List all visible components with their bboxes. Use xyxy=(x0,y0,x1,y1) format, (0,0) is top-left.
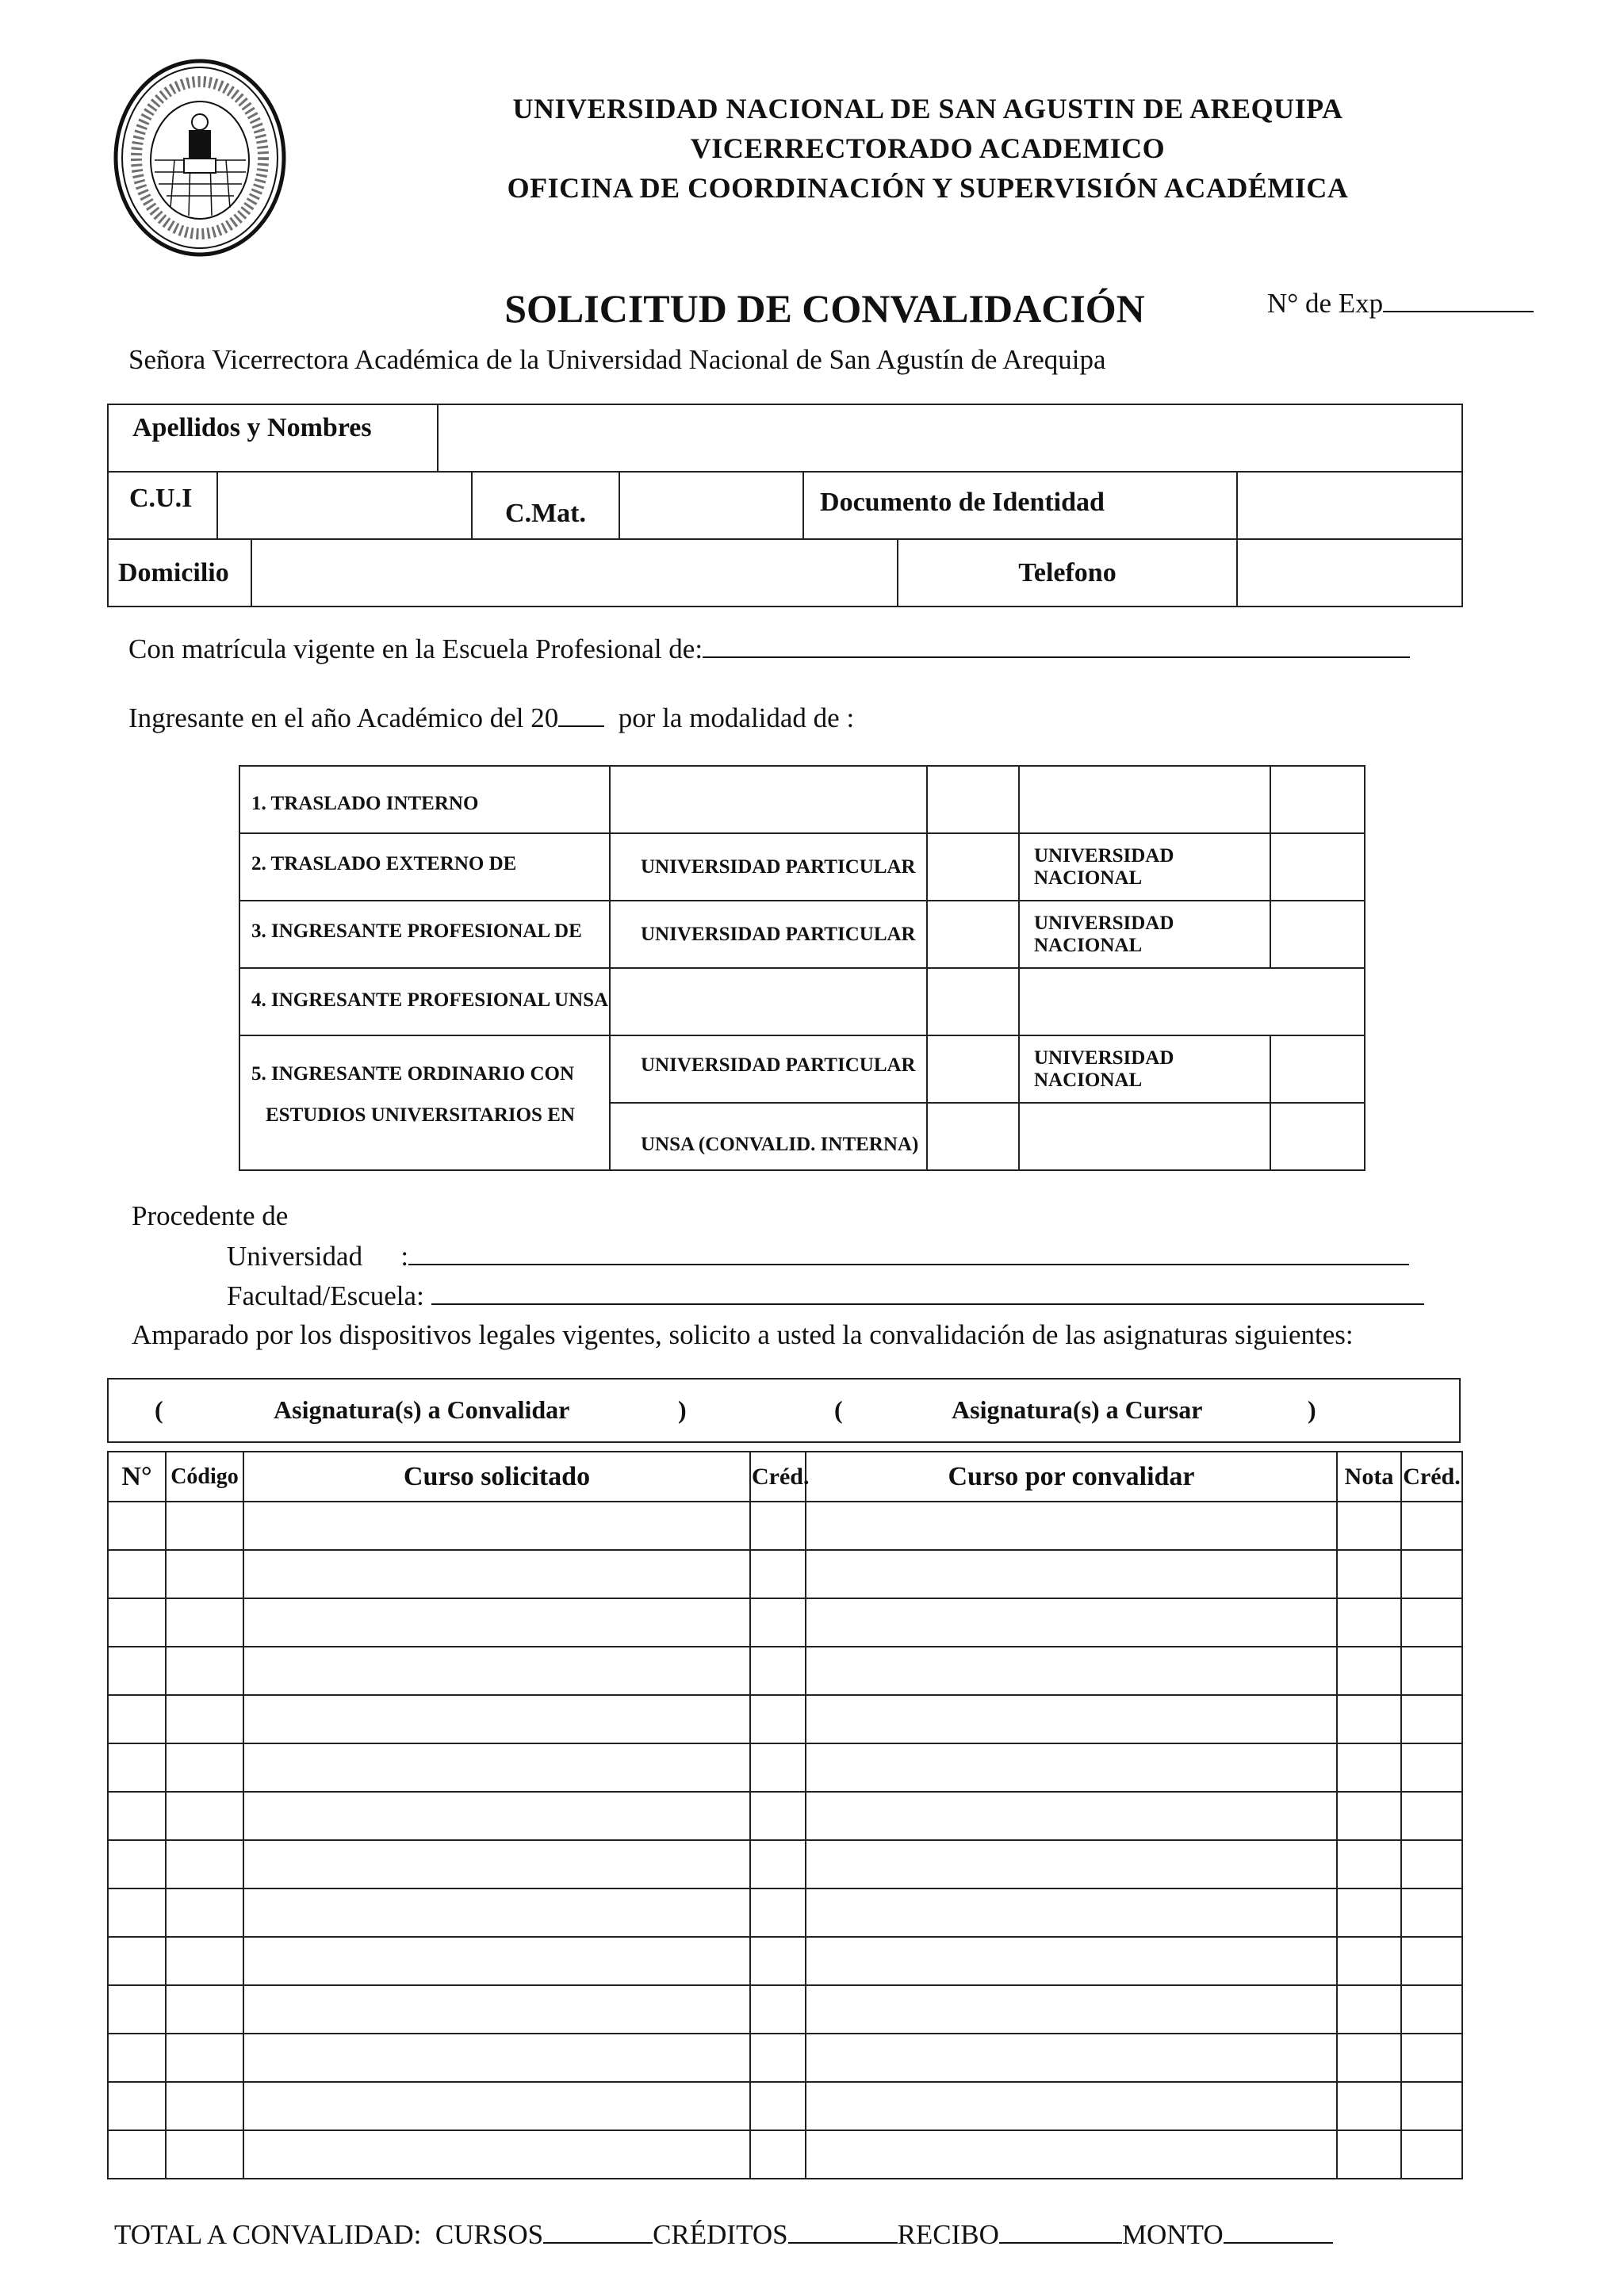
recibo-input[interactable] xyxy=(999,2218,1122,2244)
codigo-cell[interactable] xyxy=(166,1840,243,1888)
creditos-cell[interactable] xyxy=(750,1695,806,1743)
curso-convalidar-cell[interactable] xyxy=(806,1502,1337,1550)
convalidar-group-label: Asignatura(s) a Convalidar xyxy=(274,1395,570,1424)
vicerrectorado-name: VICERRECTORADO ACADEMICO xyxy=(690,132,1166,164)
creditos-cell[interactable] xyxy=(750,2082,806,2130)
checkbox[interactable] xyxy=(927,968,1019,1035)
numero-cell[interactable] xyxy=(108,1743,166,1792)
cursar-group-label: Asignatura(s) a Cursar xyxy=(952,1395,1203,1424)
creditos-input[interactable] xyxy=(788,2218,898,2244)
table-row xyxy=(108,1985,1462,2034)
checkbox-particular[interactable] xyxy=(927,833,1019,901)
monto-label: MONTO xyxy=(1121,2219,1224,2250)
curso-solicitado-cell[interactable] xyxy=(243,1550,750,1598)
unsa-label: UNSA (CONVALID. INTERNA) xyxy=(610,1103,927,1170)
table-header-row xyxy=(108,1452,1462,1502)
codigo-cell[interactable] xyxy=(166,1743,243,1792)
curso-solicitado-cell[interactable] xyxy=(243,1695,750,1743)
curso-convalidar-cell[interactable] xyxy=(806,1792,1337,1840)
creditos-2-cell[interactable] xyxy=(1401,1550,1462,1598)
universidad-field[interactable] xyxy=(227,1240,1409,1272)
creditos-2-cell[interactable] xyxy=(1401,2130,1462,2179)
documento-label: Documento de Identidad xyxy=(803,472,1237,539)
numero-cell[interactable] xyxy=(108,1840,166,1888)
creditos-cell[interactable] xyxy=(750,1792,806,1840)
col-creditos: Créd. xyxy=(750,1452,806,1502)
particular-label: UNIVERSIDAD PARTICULAR xyxy=(610,833,927,901)
creditos-label: CRÉDITOS xyxy=(653,2219,788,2250)
salutation: Señora Vicerrectora Académica de la Universidad Nacional de San Agustín de Arequipa xyxy=(128,344,1106,375)
col-nota: Nota xyxy=(1337,1452,1401,1502)
creditos-cell[interactable] xyxy=(750,1937,806,1985)
col-curso-solicitado: Curso solicitado xyxy=(243,1452,750,1502)
expediente-field[interactable] xyxy=(1267,287,1534,320)
curso-convalidar-cell[interactable] xyxy=(806,1937,1337,1985)
codigo-cell[interactable] xyxy=(166,1598,243,1647)
modalidad-4-label: 4. INGRESANTE PROFESIONAL UNSA xyxy=(239,968,610,1035)
matricula-label: Con matrícula vigente en la Escuela Profesional de: xyxy=(128,633,703,664)
curso-solicitado-cell[interactable] xyxy=(243,2034,750,2082)
nota-cell[interactable] xyxy=(1337,1647,1401,1695)
table-row xyxy=(108,1598,1462,1647)
curso-solicitado-cell[interactable] xyxy=(243,2082,750,2130)
creditos-2-cell[interactable] xyxy=(1401,1502,1462,1550)
nacional-label: UNIVERSIDAD NACIONAL xyxy=(1019,901,1270,968)
cursos-label: CURSOS xyxy=(435,2219,544,2250)
checkbox[interactable] xyxy=(1270,766,1365,833)
particular-label: UNIVERSIDAD PARTICULAR xyxy=(610,1035,927,1103)
numero-cell[interactable] xyxy=(108,1937,166,1985)
telefono-input[interactable] xyxy=(1237,539,1462,607)
ingresante-suffix: por la modalidad de : xyxy=(618,702,855,733)
curso-solicitado-cell[interactable] xyxy=(243,1743,750,1792)
matricula-field[interactable] xyxy=(128,633,1410,665)
numero-cell[interactable] xyxy=(108,1647,166,1695)
table-row xyxy=(108,1888,1462,1937)
table-row xyxy=(108,1743,1462,1792)
nota-cell[interactable] xyxy=(1337,2082,1401,2130)
creditos-2-cell[interactable] xyxy=(1401,1792,1462,1840)
creditos-2-cell[interactable] xyxy=(1401,1985,1462,2034)
modalidad-1-cell[interactable] xyxy=(1019,766,1270,833)
codigo-cell[interactable] xyxy=(166,1937,243,1985)
codigo-cell[interactable] xyxy=(166,1647,243,1695)
apellidos-input[interactable] xyxy=(438,404,1462,472)
paren-open: ( xyxy=(155,1395,163,1424)
creditos-2-cell[interactable] xyxy=(1401,1647,1462,1695)
creditos-2-cell[interactable] xyxy=(1401,1840,1462,1888)
codigo-cell[interactable] xyxy=(166,1985,243,2034)
numero-cell[interactable] xyxy=(108,1792,166,1840)
creditos-cell[interactable] xyxy=(750,1598,806,1647)
codigo-cell[interactable] xyxy=(166,2034,243,2082)
curso-convalidar-cell[interactable] xyxy=(806,1985,1337,2034)
curso-solicitado-cell[interactable] xyxy=(243,1985,750,2034)
table-row xyxy=(108,2082,1462,2130)
creditos-cell[interactable] xyxy=(750,1888,806,1937)
cui-label: C.U.I xyxy=(108,472,217,539)
numero-cell[interactable] xyxy=(108,1888,166,1937)
documento-input[interactable] xyxy=(1237,472,1462,539)
nota-cell[interactable] xyxy=(1337,1550,1401,1598)
numero-cell[interactable] xyxy=(108,2130,166,2179)
creditos-cell[interactable] xyxy=(750,2034,806,2082)
col-codigo: Código xyxy=(166,1452,243,1502)
table-row xyxy=(108,2130,1462,2179)
modalidad-4-cell[interactable] xyxy=(610,968,927,1035)
empty-cell xyxy=(1019,1103,1270,1170)
nacional-label: UNIVERSIDAD NACIONAL xyxy=(1019,1035,1270,1103)
table-row xyxy=(108,1502,1462,1550)
curso-convalidar-cell[interactable] xyxy=(806,1743,1337,1792)
telefono-label: Telefono xyxy=(898,539,1237,607)
page-title: SOLICITUD DE CONVALIDACIÓN xyxy=(504,286,1145,331)
creditos-2-cell[interactable] xyxy=(1401,1695,1462,1743)
table-row xyxy=(108,1647,1462,1695)
codigo-cell[interactable] xyxy=(166,1550,243,1598)
apellidos-label: Apellidos y Nombres xyxy=(108,404,438,472)
nota-cell[interactable] xyxy=(1337,1937,1401,1985)
curso-solicitado-cell[interactable] xyxy=(243,1598,750,1647)
cmat-input[interactable] xyxy=(619,472,803,539)
col-numero: N° xyxy=(108,1452,166,1502)
university-seal-logo xyxy=(111,57,289,258)
nota-cell[interactable] xyxy=(1337,1840,1401,1888)
cui-input[interactable] xyxy=(217,472,472,539)
total-label: TOTAL A CONVALIDAD: xyxy=(114,2219,422,2250)
paren-close: ) xyxy=(678,1395,687,1424)
facultad-label: Facultad/Escuela: xyxy=(227,1280,424,1311)
curso-convalidar-cell[interactable] xyxy=(806,2130,1337,2179)
asignaturas-group-header xyxy=(107,1378,1461,1443)
paren-close: ) xyxy=(1308,1395,1316,1424)
creditos-cell[interactable] xyxy=(750,1840,806,1888)
cursos-input[interactable] xyxy=(543,2218,653,2244)
codigo-cell[interactable] xyxy=(166,1888,243,1937)
nota-cell[interactable] xyxy=(1337,1502,1401,1550)
modalidad-table xyxy=(239,765,1365,1171)
codigo-cell[interactable] xyxy=(166,2130,243,2179)
curso-convalidar-cell[interactable] xyxy=(806,2034,1337,2082)
courses-table xyxy=(107,1451,1463,2179)
table-row xyxy=(108,1840,1462,1888)
table-row xyxy=(108,1792,1462,1840)
checkbox-nacional[interactable] xyxy=(1270,1035,1365,1103)
modalidad-5-line2: ESTUDIOS UNIVERSITARIOS EN xyxy=(266,1104,575,1126)
totals-line xyxy=(114,2218,1333,2251)
nota-cell[interactable] xyxy=(1337,1888,1401,1937)
nota-cell[interactable] xyxy=(1337,1695,1401,1743)
codigo-cell[interactable] xyxy=(166,1792,243,1840)
numero-cell[interactable] xyxy=(108,1598,166,1647)
ingresante-label: Ingresante en el año Académico del 20 xyxy=(128,702,559,733)
creditos-2-cell[interactable] xyxy=(1401,1598,1462,1647)
checkbox-particular[interactable] xyxy=(927,901,1019,968)
numero-cell[interactable] xyxy=(108,2034,166,2082)
monto-input[interactable] xyxy=(1224,2218,1333,2244)
recibo-label: RECIBO xyxy=(897,2219,999,2250)
curso-solicitado-cell[interactable] xyxy=(243,1502,750,1550)
nota-cell[interactable] xyxy=(1337,1792,1401,1840)
table-row xyxy=(108,2034,1462,2082)
curso-solicitado-cell[interactable] xyxy=(243,1840,750,1888)
curso-convalidar-cell[interactable] xyxy=(806,2082,1337,2130)
numero-cell[interactable] xyxy=(108,1985,166,2034)
table-row xyxy=(108,1695,1462,1743)
curso-convalidar-cell[interactable] xyxy=(806,1647,1337,1695)
col-curso-convalidar: Curso por convalidar xyxy=(806,1452,1337,1502)
numero-cell[interactable] xyxy=(108,1502,166,1550)
curso-solicitado-cell[interactable] xyxy=(243,1937,750,1985)
numero-cell[interactable] xyxy=(108,1695,166,1743)
modalidad-2-label: 2. TRASLADO EXTERNO DE xyxy=(239,833,610,901)
domicilio-label: Domicilio xyxy=(108,539,251,607)
checkbox-particular[interactable] xyxy=(927,1035,1019,1103)
modalidad-3-label: 3. INGRESANTE PROFESIONAL DE xyxy=(239,901,610,968)
office-name: OFICINA DE COORDINACIÓN Y SUPERVISIÓN ACADÉMICA xyxy=(507,172,1349,204)
personal-data-table xyxy=(107,404,1463,607)
modalidad-1-label: 1. TRASLADO INTERNO xyxy=(239,766,610,833)
creditos-cell[interactable] xyxy=(750,1743,806,1792)
creditos-2-cell[interactable] xyxy=(1401,1888,1462,1937)
creditos-2-cell[interactable] xyxy=(1401,2034,1462,2082)
nota-cell[interactable] xyxy=(1337,2130,1401,2179)
col-creditos-2: Créd. xyxy=(1401,1452,1462,1502)
curso-solicitado-cell[interactable] xyxy=(243,1888,750,1937)
creditos-cell[interactable] xyxy=(750,1647,806,1695)
checkbox[interactable] xyxy=(927,766,1019,833)
creditos-cell[interactable] xyxy=(750,1502,806,1550)
curso-convalidar-cell[interactable] xyxy=(806,1598,1337,1647)
ingresante-field[interactable] xyxy=(128,702,854,734)
nota-cell[interactable] xyxy=(1337,1985,1401,2034)
modalidad-5-line1: 5. INGRESANTE ORDINARIO CON xyxy=(251,1063,574,1085)
curso-convalidar-cell[interactable] xyxy=(806,1695,1337,1743)
codigo-cell[interactable] xyxy=(166,2082,243,2130)
colon: : xyxy=(400,1241,409,1272)
procedente-label: Procedente de xyxy=(132,1200,289,1231)
creditos-cell[interactable] xyxy=(750,2130,806,2179)
nacional-label: UNIVERSIDAD NACIONAL xyxy=(1019,833,1270,901)
creditos-cell[interactable] xyxy=(750,1550,806,1598)
codigo-cell[interactable] xyxy=(166,1695,243,1743)
expediente-label: N° de Exp xyxy=(1267,288,1384,319)
checkbox[interactable] xyxy=(1270,1103,1365,1170)
university-name: UNIVERSIDAD NACIONAL DE SAN AGUSTIN DE AREQUIPA xyxy=(512,93,1343,124)
creditos-2-cell[interactable] xyxy=(1401,2082,1462,2130)
cmat-label: C.Mat. xyxy=(472,472,619,539)
creditos-2-cell[interactable] xyxy=(1401,1743,1462,1792)
curso-convalidar-cell[interactable] xyxy=(806,1840,1337,1888)
universidad-label: Universidad xyxy=(227,1241,363,1272)
domicilio-input[interactable] xyxy=(251,539,898,607)
paren-open: ( xyxy=(834,1395,843,1424)
numero-cell[interactable] xyxy=(108,2082,166,2130)
checkbox-nacional[interactable] xyxy=(1270,901,1365,968)
amparado-text: Amparado por los dispositivos legales vigentes, solicito a usted la convalidación de las asignaturas siguientes: xyxy=(132,1319,1354,1350)
checkbox-nacional[interactable] xyxy=(1270,833,1365,901)
nota-cell[interactable] xyxy=(1337,1598,1401,1647)
curso-solicitado-cell[interactable] xyxy=(243,1647,750,1695)
modalidad-1-cell[interactable] xyxy=(610,766,927,833)
creditos-2-cell[interactable] xyxy=(1401,1937,1462,1985)
nota-cell[interactable] xyxy=(1337,1743,1401,1792)
curso-convalidar-cell[interactable] xyxy=(806,1550,1337,1598)
table-row xyxy=(108,1550,1462,1598)
curso-solicitado-cell[interactable] xyxy=(243,2130,750,2179)
table-row xyxy=(108,1937,1462,1985)
curso-solicitado-cell[interactable] xyxy=(243,1792,750,1840)
numero-cell[interactable] xyxy=(108,1550,166,1598)
checkbox-unsa[interactable] xyxy=(927,1103,1019,1170)
codigo-cell[interactable] xyxy=(166,1502,243,1550)
particular-label: UNIVERSIDAD PARTICULAR xyxy=(610,901,927,968)
curso-convalidar-cell[interactable] xyxy=(806,1888,1337,1937)
nota-cell[interactable] xyxy=(1337,2034,1401,2082)
facultad-field[interactable] xyxy=(227,1280,1424,1312)
creditos-cell[interactable] xyxy=(750,1985,806,2034)
modalidad-5-label xyxy=(239,1035,610,1170)
modalidad-4-cell[interactable] xyxy=(1019,968,1365,1035)
